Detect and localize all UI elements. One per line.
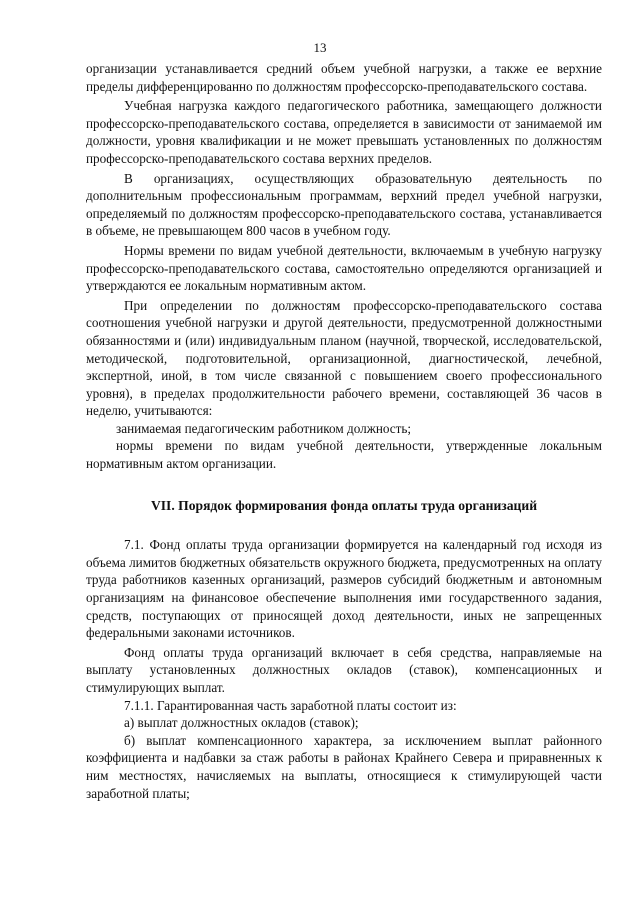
paragraph-workload-limit: Учебная нагрузка каждого педагогического работника, замещающего должности профессорско-преподавательского состава, определяется в зависимости от занимаемой им должности, уровня квалификации и не может превышать установленных по должностям профессорско-преподавательского состава верхних пределов. [86, 98, 602, 166]
paragraph-guaranteed-part: 7.1.1. Гарантированная часть заработной платы состоит из: [124, 697, 457, 713]
list-item-salaries: а) выплат должностных окладов (ставок); [124, 715, 359, 731]
paragraph-time-norms: Нормы времени по видам учебной деятельности, включаемым в учебную нагрузку профессорско-преподавательского состава, самостоятельно определяются организацией и утверждаются ее локальным нормативным актом. [86, 242, 602, 294]
list-item-time-norms: нормы времени по видам учебной деятельности, утвержденные локальным нормативным актом организации. [86, 438, 602, 472]
list-item-compensation: б) выплат компенсационного характера, за исключением выплат районного коэффициента и надбавки за стаж работы в районах Крайнего Севера и приравненных к ним местностях, начисляемых на выплаты, относящиеся к стимулирующей части заработной платы; [86, 732, 602, 801]
paragraph-workload-ratio: При определении по должностям профессорско-преподавательского состава соотношения учебной нагрузки и другой деятельности, предусмотренной должностными обязанностями и (или) индивидуальным планом (научной, творческой, исследовательской, методической, подготовительной, организационной, диагностической, лечебной, экспертной, иной, в том числе связанной с повышением своего профессионального уровня), в пределах продолжительности рабочего времени, составляющей 36 часов в неделю, учитываются: [86, 297, 602, 419]
paragraph-fund-formation: 7.1. Фонд оплаты труда организации формируется на календарный год исходя из объема лимитов бюджетных обязательств окружного бюджета, предусмотренных на оплату труда работников казенных организаций, размеров субсидий бюджетным и автономным организациям на финансовое обеспечение выполнения ими государственного задания, средств, поступающих от приносящей доход деятельности, иных не запрещенных федеральными законами источников. [86, 537, 602, 641]
document-body [86, 60, 602, 802]
section-heading: VII. Порядок формирования фонда оплаты труда организаций [150, 497, 538, 513]
paragraph-workload-average: организации устанавливается средний объем учебной нагрузки, а также ее верхние пределы дифференцированно по должностям профессорско-преподавательского состава. [86, 61, 602, 94]
page-number: 13 [313, 40, 327, 55]
paragraph-fund-composition: Фонд оплаты труда организаций включает в себя средства, направляемые на выплату установленных должностных окладов (ставок), компенсационных и стимулирующих выплат. [86, 644, 602, 695]
paragraph-additional-programs: В организациях, осуществляющих образовательную деятельность по дополнительным профессиональным программам, верхний предел учебной нагрузки, определяемый по должностям профессорско-преподавательского состава, устанавливается в объеме, не превышающем 800 часов в учебном году. [86, 170, 602, 239]
list-item-position: занимаемая педагогическим работником должность; [116, 420, 412, 436]
